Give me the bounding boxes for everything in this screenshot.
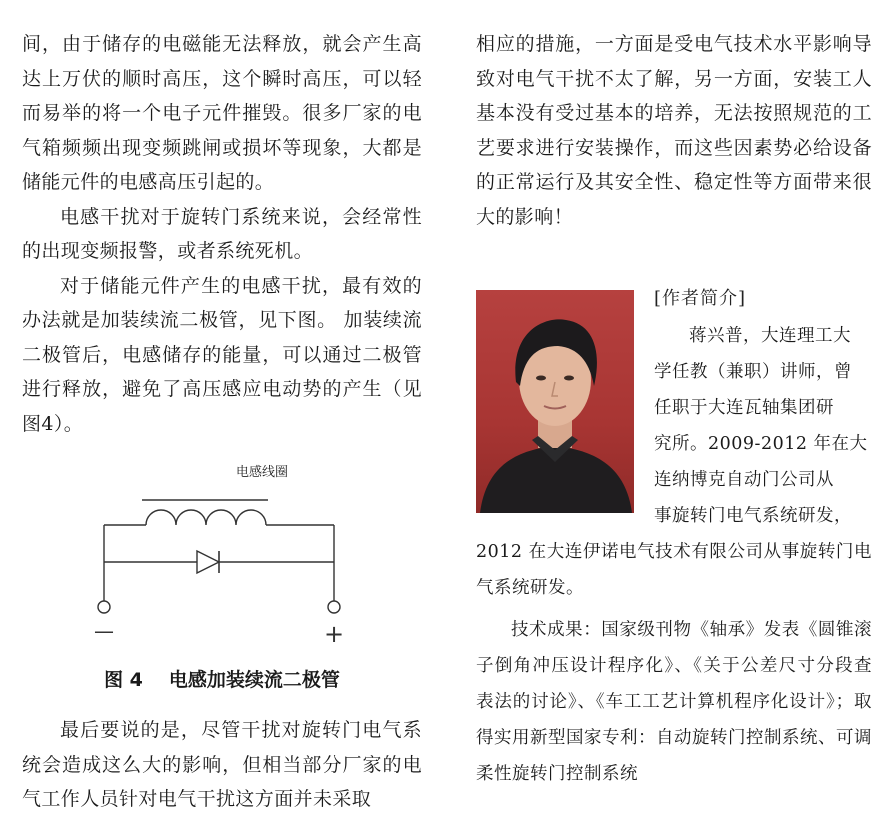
- plus-sign: +: [324, 620, 345, 648]
- body-paragraph: 相应的措施，一方面是受电气技术水平影响导致对电气干扰不太了解，另一方面，安装工人基本没有受过基本的培养，无法按照规范的工艺要求进行安装操作，而这些因素势必给设备的正常运行及其安全性、稳定性等方面带来很大的影响！: [476, 33, 872, 228]
- body-paragraph: 间，由于储存的电磁能无法释放，就会产生高达上万伏的顺时高压，这个瞬时高压，可以轻而易举的将一个电子元件摧毁。很多厂家的电气箱频频出现变频跳闸或损坏等现象，大都是储能元件的电感高压引起的。: [22, 33, 422, 193]
- body-paragraph: 电感干扰对于旋转门系统来说，会经常性的出现变频报警，或者系统死机。: [22, 205, 422, 262]
- bio-line: 事旋转门电气系统研发，: [654, 506, 852, 526]
- figure-number: 图 4: [104, 669, 143, 691]
- minus-sign: —: [94, 619, 114, 643]
- coil-label: 电感线圈: [236, 465, 289, 480]
- bio-line: 蒋兴普，大连理工大: [689, 326, 851, 346]
- circuit-diagram: [22, 455, 422, 655]
- bio-line: 连纳博克自动门公司从: [654, 470, 834, 490]
- author-bio-heading: [作者简介]: [654, 288, 747, 309]
- inductor-coil: [146, 510, 266, 525]
- bio-line: 任职于大连瓦轴集团研: [654, 398, 834, 418]
- right-terminal: [328, 601, 340, 613]
- left-terminal: [98, 601, 110, 613]
- diode-symbol: [197, 551, 219, 573]
- figure-title: 电感加装续流二极管: [168, 669, 340, 691]
- author-achievements: 技术成果：国家级刊物《轴承》发表《圆锥滚子倒角冲压设计程序化》、《关于公差尺寸分段查表法的讨论》、《车工工艺计算机程序化设计》；取得实用新型国家专利：自动旋转门控制系统、可调柔性旋转门控制系统: [476, 620, 872, 784]
- right-column: [476, 0, 872, 833]
- body-paragraph: 对于储能元件产生的电感干扰，最有效的办法就是加装续流二极管，见下图。 加装续流二极管后，电感储存的能量，可以通过二极管进行释放，避免了高压感应电动势的产生（见图4）。: [22, 274, 422, 435]
- bio-continued: 2012 在大连伊诺电气技术有限公司从事旋转门电气系统研发。: [476, 542, 872, 598]
- figure-caption: [22, 665, 422, 692]
- bio-line: 究所。2009-2012 年在大: [654, 434, 868, 454]
- left-column: [22, 0, 422, 810]
- body-paragraph: 最后要说的是，尽管干扰对旋转门电气系统会造成这么大的影响，但相当部分厂家的电气工作人员针对电气干扰这方面并未采取: [22, 719, 422, 810]
- figure-4: [22, 455, 422, 705]
- author-bio: [476, 318, 872, 792]
- bio-line: 学任教（兼职）讲师，曾: [654, 362, 852, 382]
